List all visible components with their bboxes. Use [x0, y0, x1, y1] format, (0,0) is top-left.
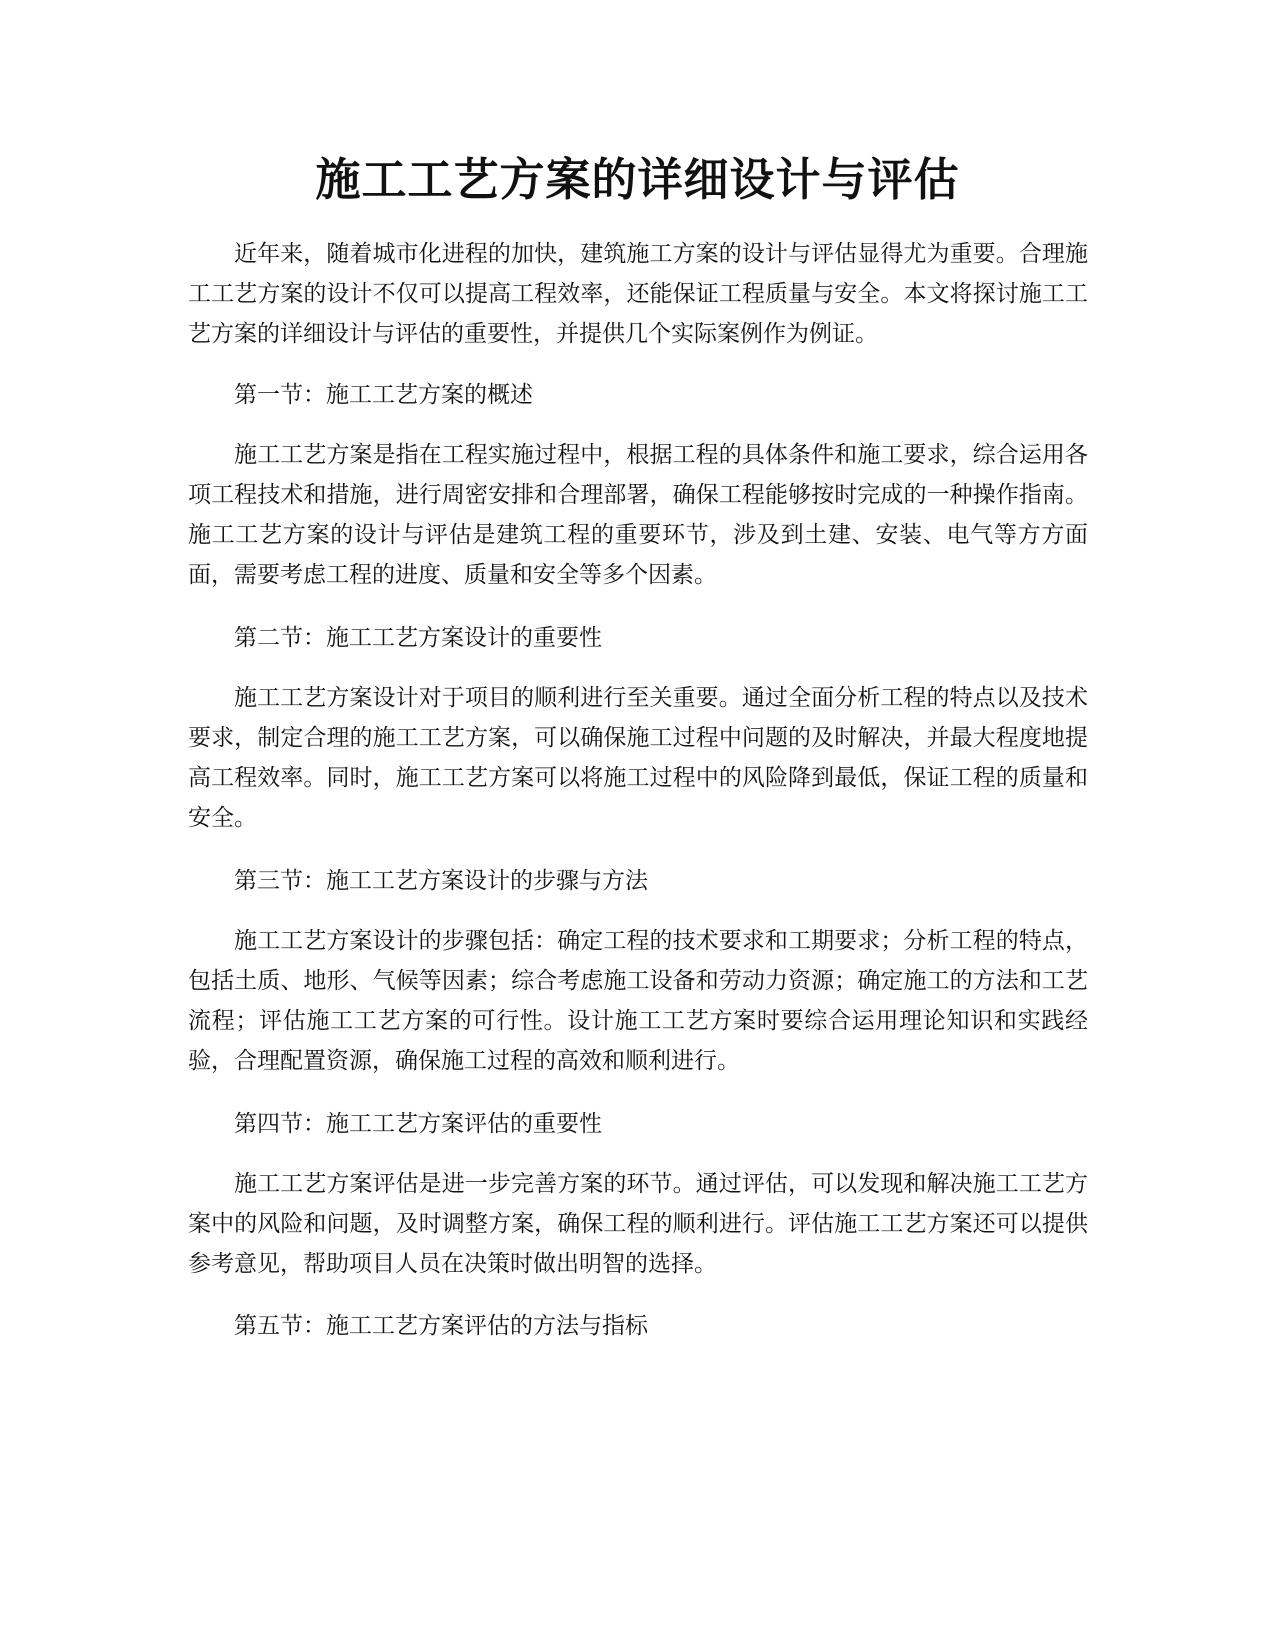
- section-3-paragraph: 施工工艺方案设计的步骤包括：确定工程的技术要求和工期要求；分析工程的特点，包括土质、地形、气候等因素；综合考虑施工设备和劳动力资源；确定施工的方法和工艺流程；评估施工工艺方案的可行性。设计施工工艺方案时要综合运用理论知识和实践经验，合理配置资源，确保施工过程的高效和顺利进行。: [188, 928, 1088, 1074]
- section-5-heading: 第五节：施工工艺方案评估的方法与指标: [234, 1313, 648, 1339]
- section-2-paragraph: 施工工艺方案设计对于项目的顺利进行至关重要。通过全面分析工程的特点以及技术要求，制定合理的施工工艺方案，可以确保施工过程中问题的及时解决，并最大程度地提高工程效率。同时，施工工艺方案可以将施工过程中的风险降到最低，保证工程的质量和安全。: [188, 685, 1088, 831]
- section-4-heading: 第四节：施工工艺方案评估的重要性: [234, 1111, 602, 1137]
- section-4-paragraph: 施工工艺方案评估是进一步完善方案的环节。通过评估，可以发现和解决施工工艺方案中的风险和问题，及时调整方案，确保工程的顺利进行。评估施工工艺方案还可以提供参考意见，帮助项目人员在决策时做出明智的选择。: [188, 1171, 1088, 1277]
- section-1-heading: 第一节：施工工艺方案的概述: [234, 382, 533, 408]
- section-2-heading: 第二节：施工工艺方案设计的重要性: [234, 625, 602, 651]
- document-title: 施工工艺方案的详细设计与评估: [315, 153, 960, 206]
- intro-paragraph: 近年来，随着城市化进程的加快，建筑施工方案的设计与评估显得尤为重要。合理施工工艺方案的设计不仅可以提高工程效率，还能保证工程质量与安全。本文将探讨施工工艺方案的详细设计与评估的重要性，并提供几个实际案例作为例证。: [188, 241, 1088, 347]
- section-1-paragraph: 施工工艺方案是指在工程实施过程中，根据工程的具体条件和施工要求，综合运用各项工程技术和措施，进行周密安排和合理部署，确保工程能够按时完成的一种操作指南。施工工艺方案的设计与评估是建筑工程的重要环节，涉及到土建、安装、电气等方方面面，需要考虑工程的进度、质量和安全等多个因素。: [188, 442, 1088, 588]
- section-3-heading: 第三节：施工工艺方案设计的步骤与方法: [234, 868, 648, 894]
